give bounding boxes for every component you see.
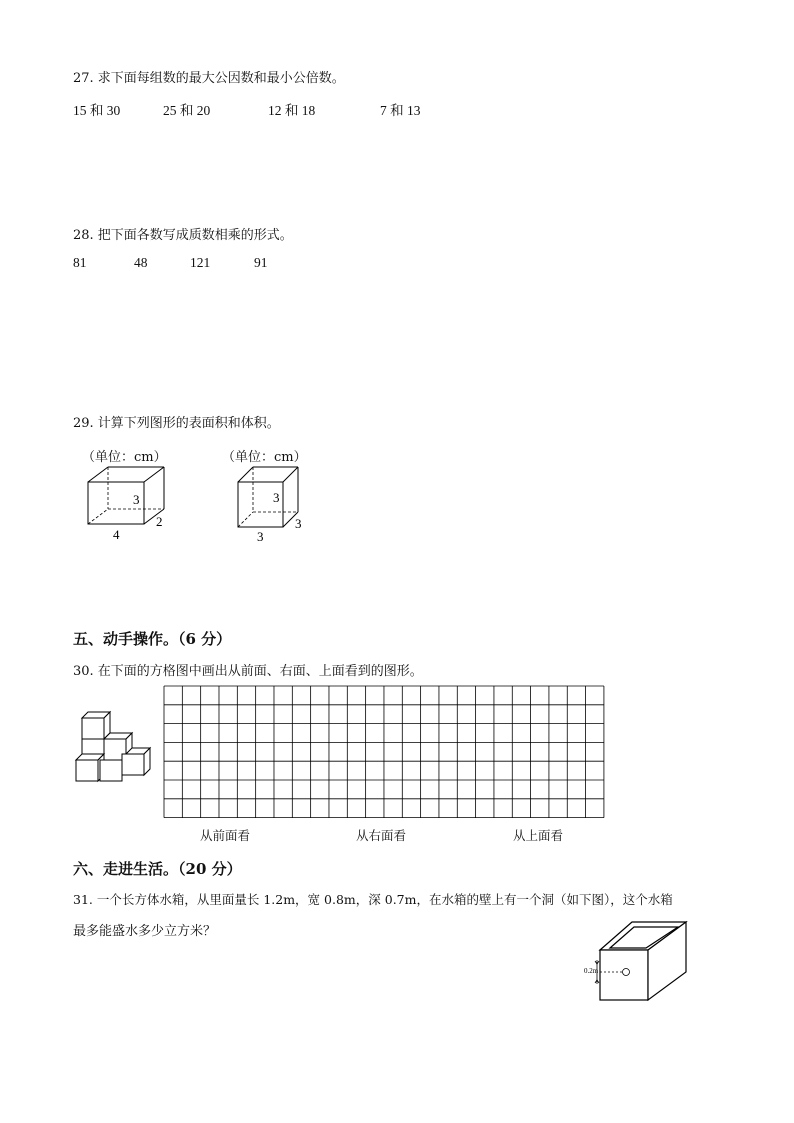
q29-title: 29. 计算下列图形的表面积和体积。 xyxy=(73,416,280,431)
q28-item-4: 91 xyxy=(254,255,268,270)
section5-title: 五、动手操作。（6 分） xyxy=(73,630,232,648)
q31-line2: 最多能盛水多少立方米？ xyxy=(73,924,217,939)
section6-title: 六、走进生活。（20 分） xyxy=(73,860,242,878)
fig2-height-label: 3 xyxy=(273,490,280,505)
fig2-width-label: 3 xyxy=(295,516,302,531)
cuboid-figure xyxy=(80,462,180,547)
fig1-height-label: 3 xyxy=(133,492,140,507)
fig1-length-label: 4 xyxy=(113,527,120,542)
label-front-view: 从前面看 xyxy=(200,828,251,843)
cube-stack-figure xyxy=(74,710,154,790)
fig2-unit: （单位：cm） xyxy=(222,450,307,465)
q28-item-1: 81 xyxy=(73,255,87,270)
q30-title: 30. 在下面的方格图中画出从前面、右面、上面看到的图形。 xyxy=(73,664,423,679)
q27-item-4: 7 和 13 xyxy=(380,103,421,118)
q31-line1: 31. 一个长方体水箱，从里面量长 1.2m，宽 0.8m，深 0.7m，在水箱的壁上有一个洞（如下图），这个水箱 xyxy=(73,892,673,907)
q27-item-2: 25 和 20 xyxy=(163,103,211,118)
cube-figure xyxy=(230,462,320,547)
fig1-width-label: 2 xyxy=(156,514,163,529)
label-top-view: 从上面看 xyxy=(513,828,564,843)
q27-title: 27. 求下面每组数的最大公因数和最小公倍数。 xyxy=(73,71,345,86)
fig1-unit: （单位：cm） xyxy=(82,450,167,465)
q28-item-2: 48 xyxy=(134,255,148,270)
drawing-grid[interactable] xyxy=(164,686,608,819)
label-right-view: 从右面看 xyxy=(356,828,407,843)
q27-item-1: 15 和 30 xyxy=(73,103,121,118)
q28-item-3: 121 xyxy=(190,255,211,270)
q27-item-3: 12 和 18 xyxy=(268,103,316,118)
hole-height-label: 0.2m xyxy=(584,967,599,975)
q28-title: 28. 把下面各数写成质数相乘的形式。 xyxy=(73,228,293,243)
fig2-length-label: 3 xyxy=(257,529,264,544)
water-tank-figure xyxy=(582,918,692,1003)
